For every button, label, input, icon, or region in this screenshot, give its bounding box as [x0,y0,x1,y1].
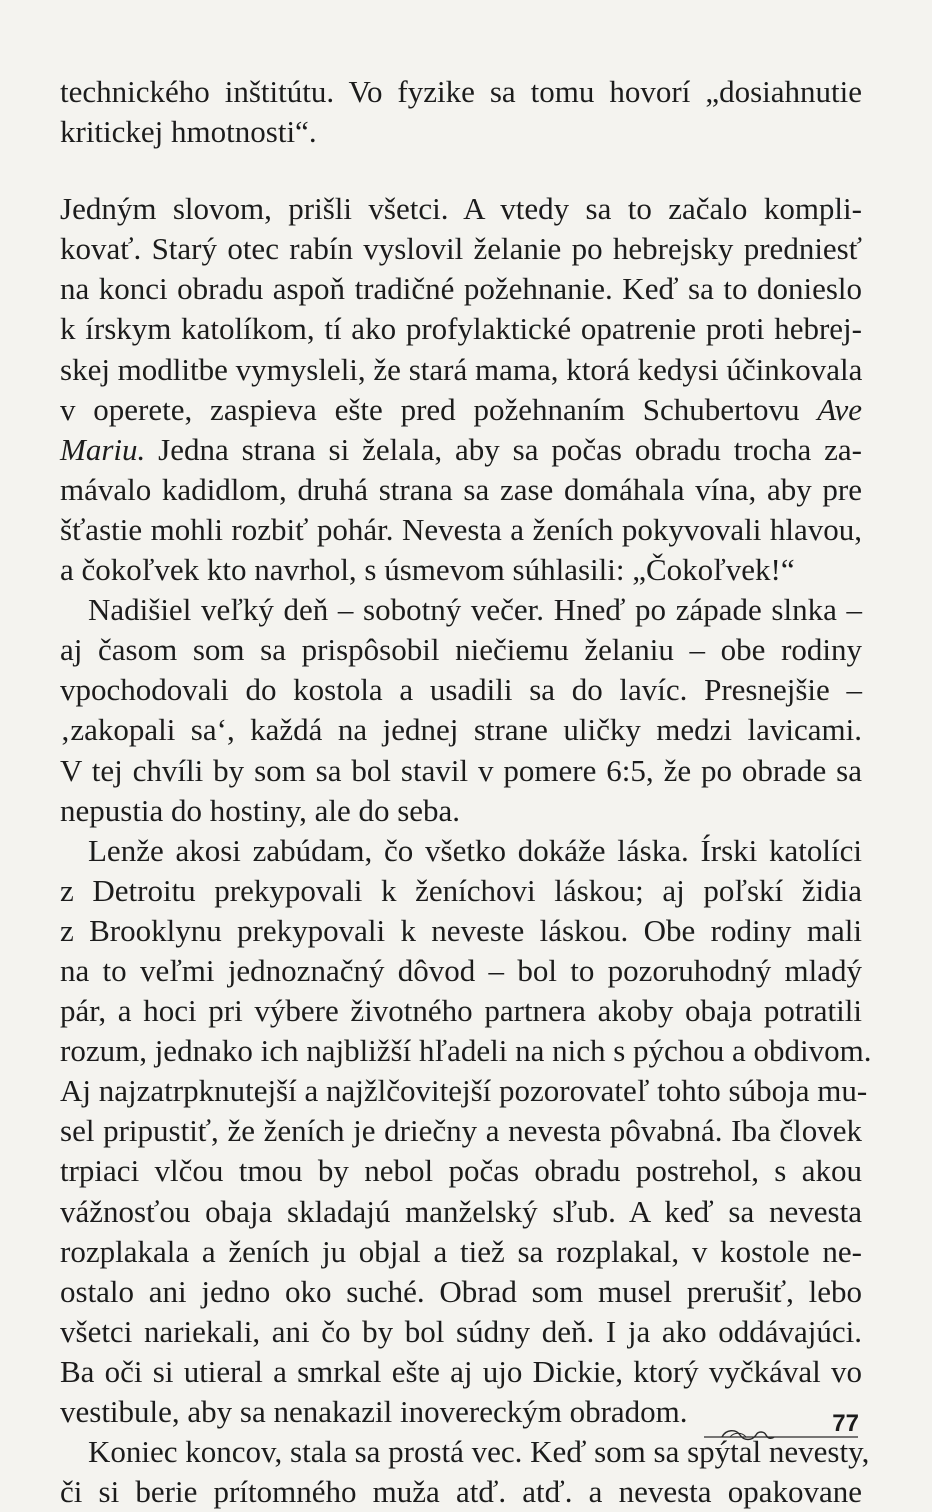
text-line: z Brooklynu prekypovali k neveste láskou. Obe rodiny mali [60,912,862,948]
text-line: vpochodovali do kostola a usadili sa do lavíc. Presnejšie – [60,672,862,708]
text-line: kritickej hmotnosti“. [60,114,317,150]
text-line: na to veľmi jednoznačný dôvod – bol to pozoruhodný mladý [60,952,862,988]
text-line: Lenže akosi zabúdam, čo všetko dokáže láska. Írski katolíci [88,832,862,868]
text-line: Koniec koncov, stala sa prostá vec. Keď som sa spýtal nevesty, [88,1434,870,1470]
text-line: pár, a hoci pri výbere životného partnera akoby obaja potratili [60,993,862,1029]
text-line: trpiaci vlčou tmou by nebol počas obradu postrehol, s akou [60,1153,862,1189]
italic-title: Mariu. [60,431,146,467]
text-line: Jedným slovom, prišli všetci. A vtedy sa to začalo kompli- [60,191,862,227]
text-line: ostalo ani jedno oko suché. Obrad som musel prerušiť, lebo [60,1273,862,1309]
text-line: kovať. Starý otec rabín vyslovil želanie po hebrejsky predniesť [60,231,862,267]
text-line: na konci obradu aspoň tradičné požehnanie. Keď sa to donieslo [60,271,862,307]
text-line: vážnosťou obaja skladajú manželský sľub. A keď sa nevesta [60,1193,862,1229]
text-line [60,390,862,430]
text-line: vestibule, aby sa nenakazil inovereckým obradom. [60,1394,688,1429]
text-line: k írskym katolíkom, tí ako profylaktické opatrenie proti hebrej- [60,311,862,347]
text-line-start: v operete, zaspieva ešte pred požehnaním Schubertovu [60,391,800,427]
paragraph-gap [60,152,862,189]
text-line: Nadišiel veľký deň – sobotný večer. Hneď po západe slnka – [88,592,862,628]
text-line: mávalo kadidlom, druhá strana sa zase domáhala vína, aby pre [60,471,862,507]
text-line [60,430,862,470]
text-line: aj časom som sa prispôsobil niečiemu želaniu – obe rodiny [60,632,862,668]
text-line: šťastie mohli rozbiť pohár. Nevesta a ženích pokyvovali hlavou, [60,511,862,547]
text-line: všetci nariekali, ani čo by bol súdny deň. I ja ako oddávajúci. [60,1313,862,1349]
text-line: V tej chvíli by som sa bol stavil v pomere 6:5, že po obrade sa [60,752,862,788]
text-line: Ba oči si utieral a smrkal ešte aj ujo Dickie, ktorý vyčkával vo [60,1353,862,1389]
text-line: a čokoľvek kto navrhol, s úsmevom súhlasili: „Čokoľvek!“ [60,552,795,588]
text-line: rozplakala a ženích ju objal a tiež sa rozplakal, v kostole ne- [60,1233,862,1269]
italic-title: Ave [817,391,863,427]
text-line: ‚zakopali sa‘, každá na jednej strane uličky medzi lavicami. [60,712,862,748]
body-text [60,72,872,1512]
text-line: sel pripustiť, že ženích je driečny a nevesta pôvabná. Iba človek [60,1113,862,1149]
text-line: z Detroitu prekypovali k ženíchovi láskou; aj poľskí židia [60,872,862,908]
text-line: skej modlitbe vymysleli, že stará mama, ktorá kedysi účinkovala [60,351,863,387]
text-line: či si berie prítomného muža atď. atď. a nevesta opakovane [60,1474,862,1510]
page-number: 77 [832,1410,859,1437]
text-line: nepustia do hostiny, ale do seba. [60,792,461,828]
text-line: technického inštitútu. Vo fyzike sa tomu hovorí „dosiahnutie [60,74,862,109]
text-line-rest: Jedna strana si želala, aby sa počas obradu trocha za- [158,431,862,467]
text-line: rozum, jednako ich najbližší hľadeli na nich s pýchou a obdivom. [60,1033,872,1069]
text-line: Aj najzatrpknutejší a najžlčovitejší pozorovateľ tohto súboja mu- [60,1073,868,1109]
